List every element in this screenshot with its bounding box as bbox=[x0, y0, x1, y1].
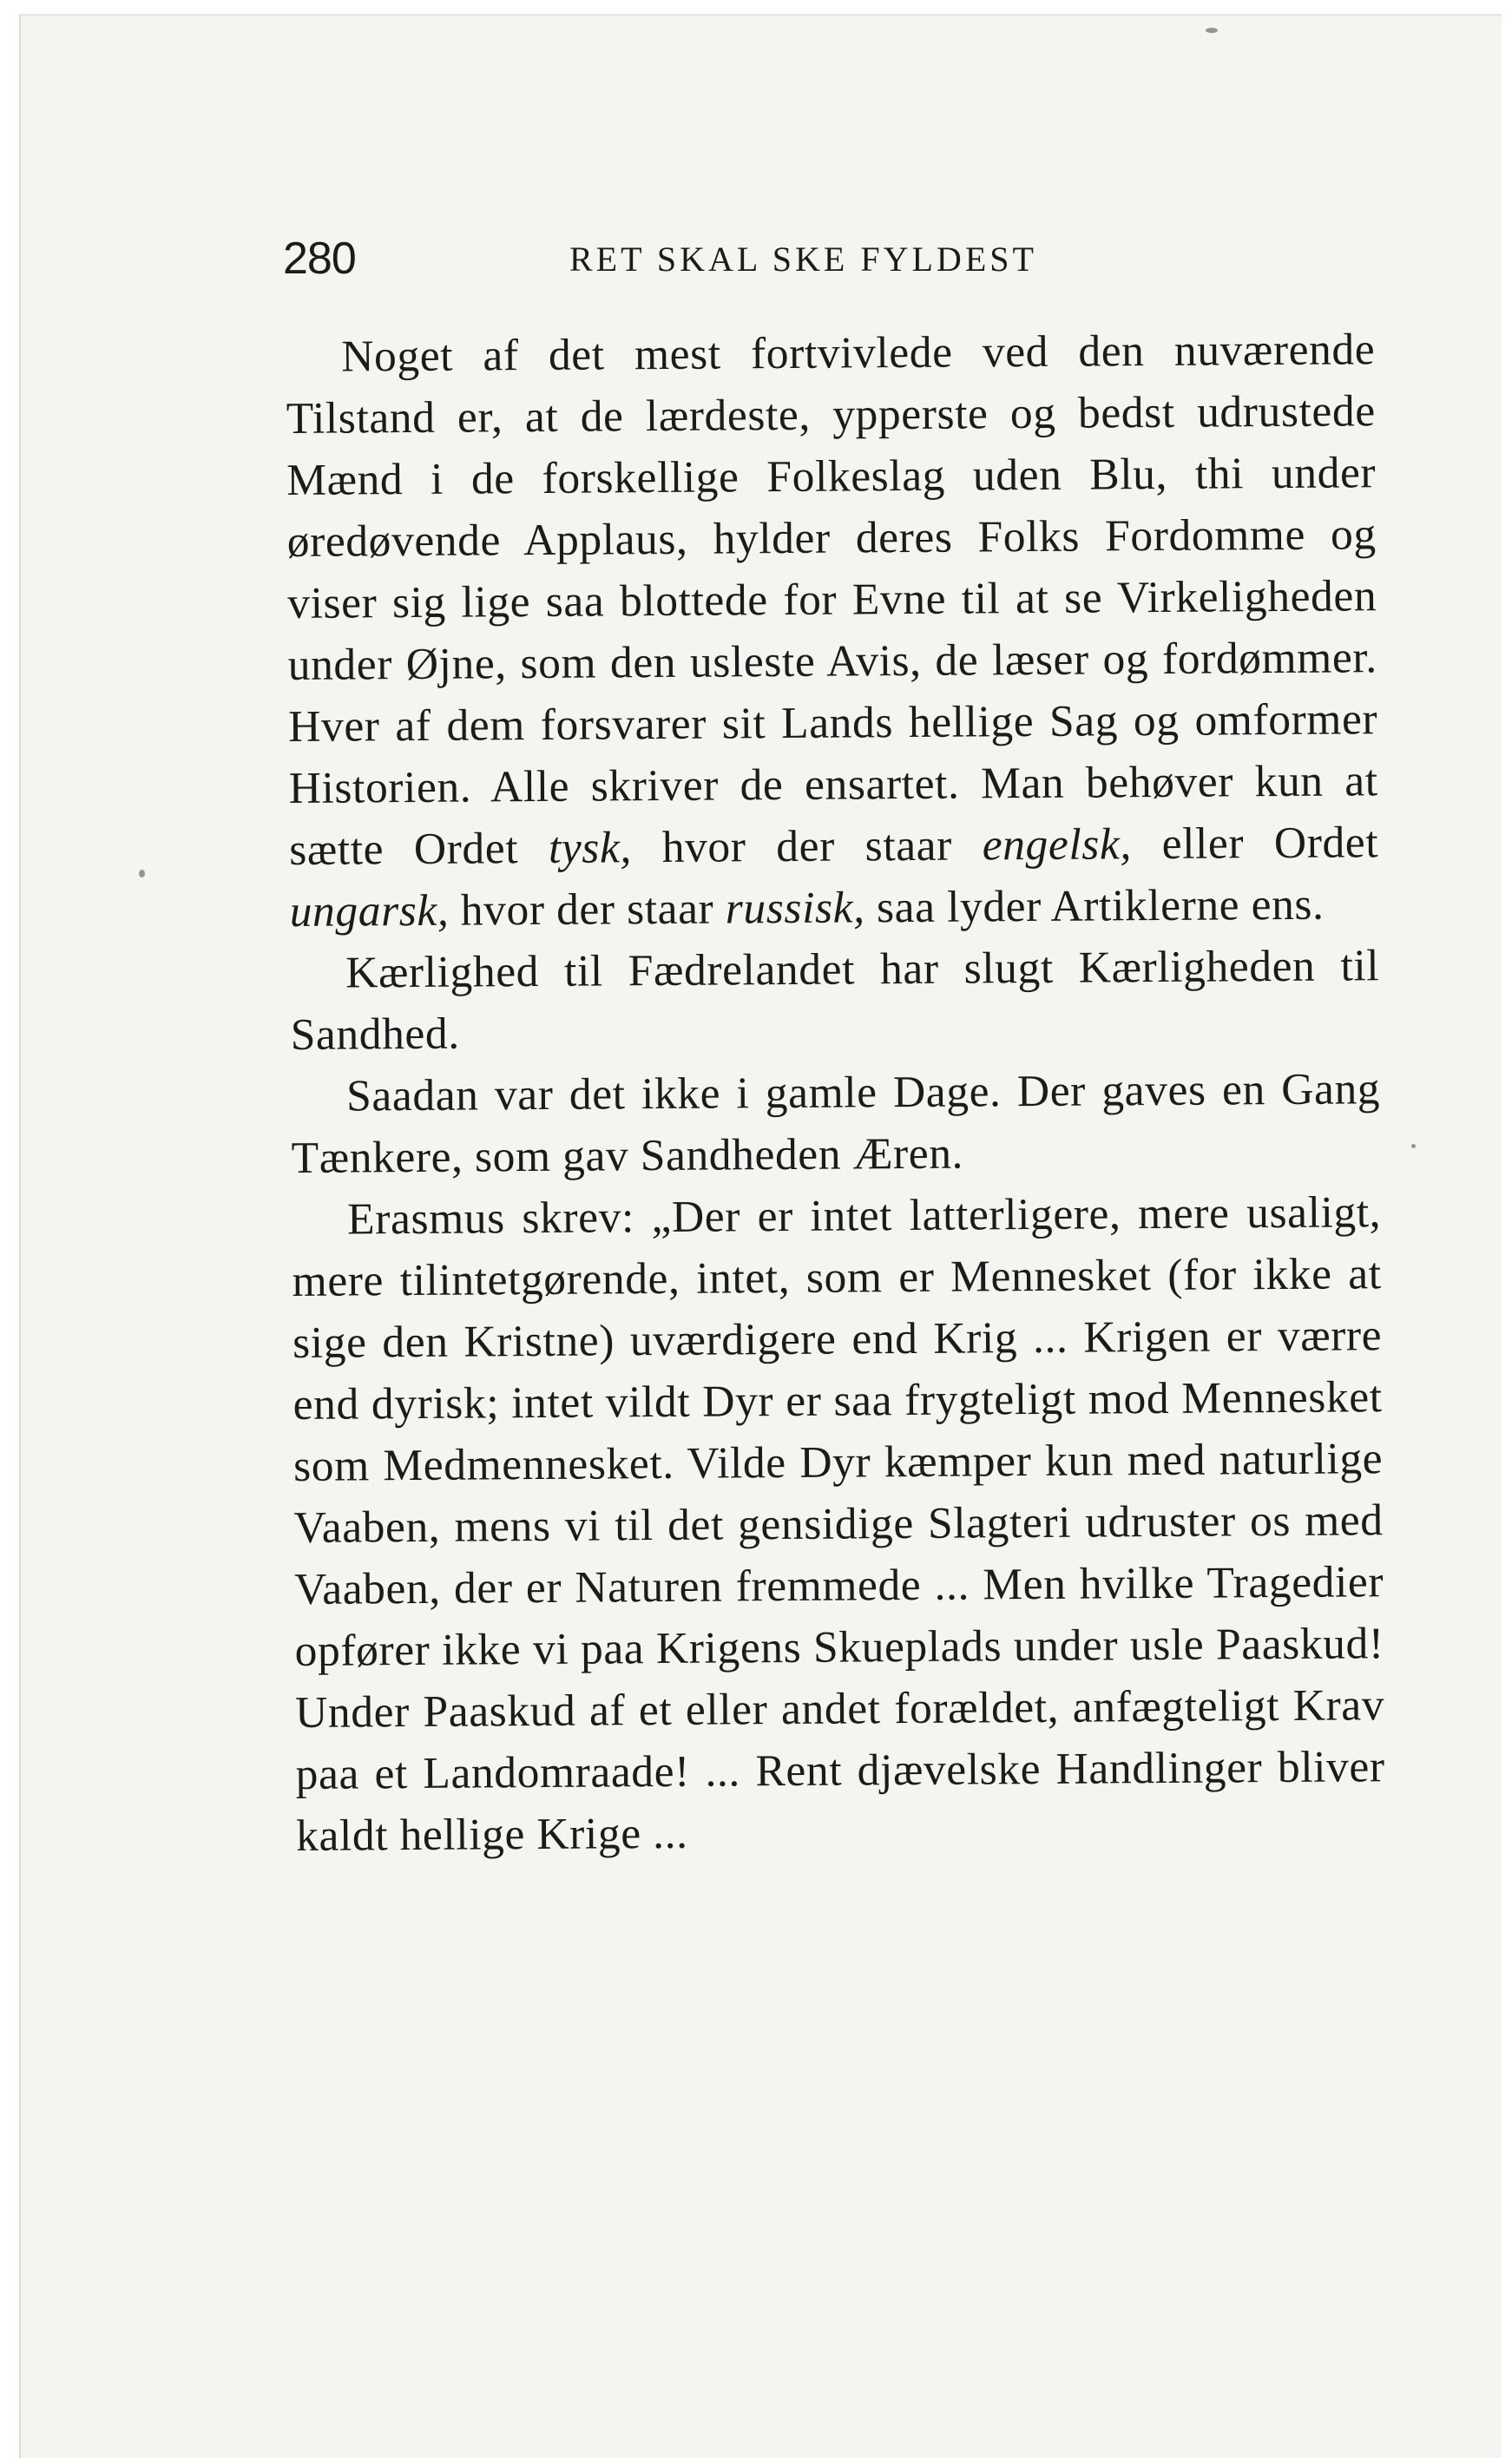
italic-word: engelsk, bbox=[982, 819, 1133, 871]
book-page bbox=[19, 14, 1502, 2458]
text-run: hvor der staar bbox=[449, 884, 726, 936]
running-head: RET SKAL SKE FYLDEST bbox=[569, 240, 1037, 279]
paragraph-2: Kærlighed til Fædrelandet har slugt Kærligheden til Sandhed. bbox=[290, 941, 1380, 1060]
text-run: hvor der staar bbox=[631, 820, 983, 873]
paper-speck bbox=[1206, 28, 1218, 33]
text-run: eller Ordet bbox=[1131, 818, 1379, 870]
italic-word: russisk, bbox=[725, 883, 865, 934]
page-number: 280 bbox=[283, 233, 356, 284]
text-run: saa lyder Artiklerne ens. bbox=[864, 879, 1325, 933]
paper-speck bbox=[1411, 1144, 1416, 1148]
page-header bbox=[283, 233, 1385, 285]
paragraph-4: Erasmus skrev: „Der er intet latterligere, mere usaligt, mere tilintetgørende, intet, som er Mennesket (for ikke at sige den Kristne) uværdigere end Krig ... Krigen er værre end dyrisk; intet vildt Dyr er saa frygteligt mod Mennesket som Medmennesket. Vilde Dyr kæmper kun med naturlige Vaaben, mens vi til det gensidige Slagteri udruster os med Vaaben, der er Naturen fremmede ... Men hvilke Tragedier opfører ikke vi paa Krigens Skueplads under usle Paaskud! Under Paaskud af et eller andet forældet, anfægteligt Krav paa et Landomraade! ... Rent djævelske Handlinger bliver kaldt hellige Krige ... bbox=[292, 1187, 1385, 1861]
paragraph-3: Saadan var det ikke i gamle Dage. Der gaves en Gang Tænkere, som gav Sandheden Æren. bbox=[291, 1064, 1381, 1183]
paragraph-1 bbox=[286, 319, 1379, 943]
body-text bbox=[286, 319, 1385, 1867]
paper-speck bbox=[139, 870, 145, 877]
text-run: Noget af det mest fortvivlede ved den nuværende Tilstand er, at de lærdeste, ypperste og bedst udrustede Mænd i de forskellige Folkeslag uden Blu, thi under øredøvende Applaus, hylder deres Folks Fordomme og viser sig lige saa blottede for Evne til at se Virkeligheden under Øjne, som den usleste Avis, de læser og fordømmer. Hver af dem forsvarer sit Lands hellige Sag og omformer Historien. Alle skriver de ensartet. Man behøver kun at sætte Ordet bbox=[286, 325, 1378, 875]
italic-word: ungarsk, bbox=[289, 885, 450, 937]
italic-word: tysk, bbox=[548, 823, 633, 873]
